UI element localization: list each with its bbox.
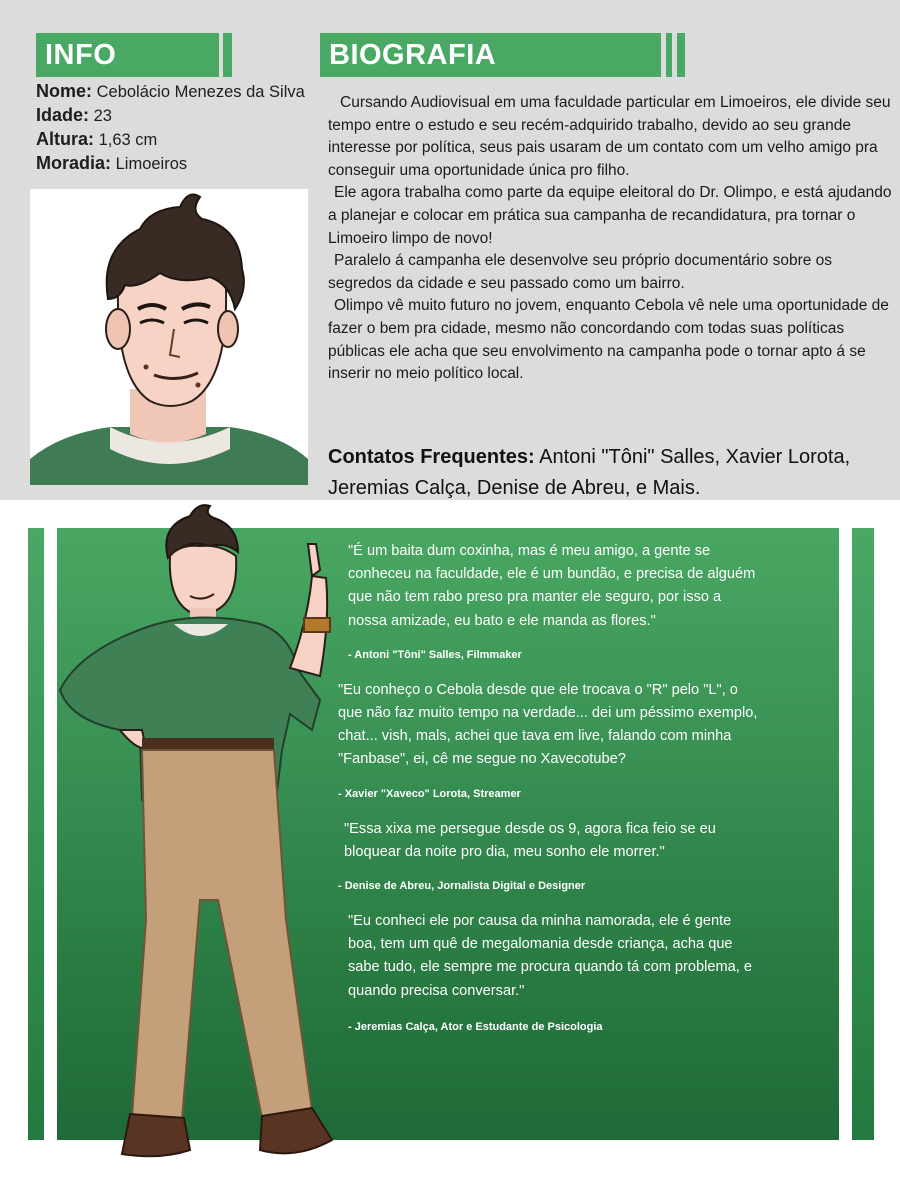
bio-paragraph: Paralelo á campanha ele desenvolve seu próprio documentário sobre os segredos da cidade e seu passado como um bairro. xyxy=(328,252,833,292)
bio-header-bar-2 xyxy=(677,33,685,77)
quote-block xyxy=(338,679,758,800)
info-label: Idade: xyxy=(36,105,90,125)
quote-text: "Essa xixa me persegue desde os 9, agora fica feio se eu bloquear da noite pro dia, meu sonho ele morrer." xyxy=(344,820,716,860)
bio-paragraph: Ele agora trabalha como parte da equipe eleitoral do Dr. Olimpo, e está ajudando a planejar e colocar em prática sua campanha de recandidatura, pra tornar o Limoeiro limpo de novo! xyxy=(328,184,892,247)
info-row-height xyxy=(36,128,316,152)
quote-author: - Antoni "Tôni" Salles, Filmmaker xyxy=(348,648,522,661)
info-label: Nome: xyxy=(36,81,93,101)
biografia-header: BIOGRAFIA xyxy=(320,33,661,77)
contacts-value: Antoni "Tôni" Salles, Xavier Lorota, Jeremias Calça, Denise de Abreu, e Mais. xyxy=(328,446,851,499)
bio-header-bar-1 xyxy=(666,33,672,77)
frequent-contacts xyxy=(328,442,898,504)
info-value: Cebolácio Menezes da Silva xyxy=(96,83,305,101)
info-row-name xyxy=(36,80,316,104)
left-stripe xyxy=(28,528,44,1140)
info-list xyxy=(36,80,316,176)
info-value: 23 xyxy=(93,107,112,125)
quote-block xyxy=(348,540,758,661)
quote-block xyxy=(348,910,758,1033)
quote-block xyxy=(338,818,758,893)
quote-author: - Denise de Abreu, Jornalista Digital e Designer xyxy=(338,880,586,893)
info-header-bar xyxy=(223,33,232,77)
info-label: Moradia: xyxy=(36,153,112,173)
quote-text: "Eu conheço o Cebola desde que ele trocava o "R" pelo "L", o que não faz muito tempo na verdade... dei um péssimo exemplo, chat... vish, mals, achei que tava em live, falando com minha "Fanbase", ei, cê me segue no Xavecotube? xyxy=(338,681,758,768)
bio-paragraph: Olimpo vê muito futuro no jovem, enquanto Cebola vê nele uma oportunidade de fazer o bem pra cidade, mesmo não concordando com todas suas políticas públicas ele acha que seu envolvimento na campanha pode o tornar apto á se inserir no meio político local. xyxy=(328,297,889,383)
quotes-list xyxy=(338,540,758,1033)
biography-text xyxy=(328,92,893,386)
info-row-residence xyxy=(36,152,316,176)
info-header: INFO xyxy=(36,33,219,77)
quote-text: "É um baita dum coxinha, mas é meu amigo, a gente se conheceu na faculdade, ele é um bundão, e precisa de alguém que não tem rabo preso pra manter ele seguro, por isso a nossa amizade, eu bato e ele manda as flores." xyxy=(348,543,756,629)
quote-text: "Eu conheci ele por causa da minha namorada, ele é gente boa, tem um quê de megalomania desde criança, acha que sabe tudo, ele sempre me procura quando tá com problema, e quando precisa conversar." xyxy=(348,913,752,999)
info-value: 1,63 cm xyxy=(98,131,158,149)
bio-paragraph: Cursando Audiovisual em uma faculdade particular em Limoeiros, ele divide seu tempo entre o estudo e seu recém-adquirido trabalho, devido ao seu grande interesse por política, seus pais usaram de um contato com um velho amigo pra conseguir uma oportunidade única pro filho. xyxy=(328,94,891,179)
portrait-illustration xyxy=(30,189,308,485)
quote-author: - Xavier "Xaveco" Lorota, Streamer xyxy=(338,787,521,800)
character-portrait xyxy=(30,189,308,485)
info-row-age xyxy=(36,104,316,128)
right-stripe xyxy=(852,528,874,1140)
info-value: Limoeiros xyxy=(115,155,188,173)
info-label: Altura: xyxy=(36,129,94,149)
quote-author: - Jeremias Calça, Ator e Estudante de Psicologia xyxy=(348,1020,603,1033)
character-full-body xyxy=(50,500,350,1180)
contacts-label: Contatos Frequentes: xyxy=(328,446,535,468)
full-body-illustration xyxy=(50,500,350,1180)
